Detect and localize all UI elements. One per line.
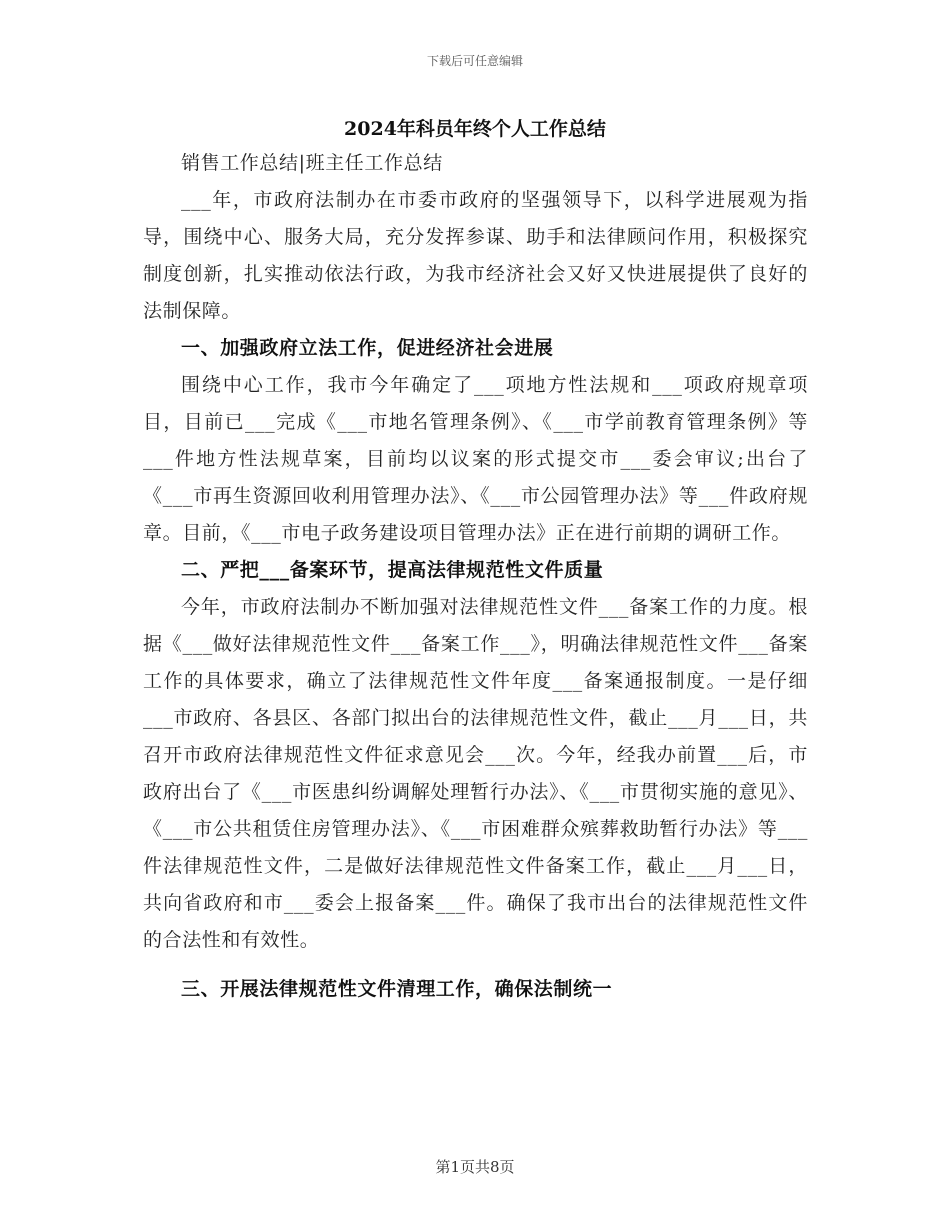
page-number: 第1页共8页	[435, 1158, 515, 1176]
section-paragraph-2: 今年，市政府法制办不断加强对法律规范性文件___备案工作的力度。根据《___做好法律规范性文件___备案工作___》，明确法律规范性文件___备案工作的具体要求，确立了法律规范性文件年度___备案通报制度。一是仔细___市政府、各县区、各部门拟出台的法律规范性文件，截止___月___日，共召开市政府法律规范性文件征求意见会___次。今年，经我办前置___后，市政府出台了《___市医患纠纷调解处理暂行办法》、《___市贯彻实施的意见》、《___市公共租赁住房管理办法》、《___市困难群众殡葬救助暂行办法》等___件法律规范性文件，二是做好法律规范性文件备案工作，截止___月___日，共向省政府和市___委会上报备案___件。确保了我市出台的法律规范性文件的合法性和有效性。	[143, 596, 808, 951]
section-heading-1: 一、加强政府立法工作，促进经济社会进展	[181, 337, 554, 359]
section-heading-2: 二、严把___备案环节，提高法律规范性文件质量	[181, 559, 604, 581]
document-title: 2024年科员年终个人工作总结	[344, 118, 606, 140]
section-heading-3: 三、开展法律规范性文件清理工作，确保法制统一	[181, 978, 613, 1000]
document-body	[143, 145, 808, 1008]
page-header-note: 下载后可任意编辑	[426, 54, 523, 68]
intro-paragraph: ___年，市政府法制办在市委市政府的坚强领导下，以科学进展观为指导，围绕中心、服务大局，充分发挥参谋、助手和法律顾问作用，积极探究制度创新，扎实推动依法行政，为我市经济社会又好又快进展提供了良好的法制保障。	[143, 189, 808, 322]
document-subtitle: 销售工作总结|班主任工作总结	[181, 152, 443, 174]
section-paragraph-1: 围绕中心工作，我市今年确定了___项地方性法规和___项政府规章项目，目前已___完成《___市地名管理条例》、《___市学前教育管理条例》等___件地方性法规草案，目前均以议案的形式提交市___委会审议;出台了《___市再生资源回收利用管理办法》、《___市公园管理办法》等___件政府规章。目前，《___市电子政务建设项目管理办法》正在进行前期的调研工作。	[143, 374, 808, 544]
